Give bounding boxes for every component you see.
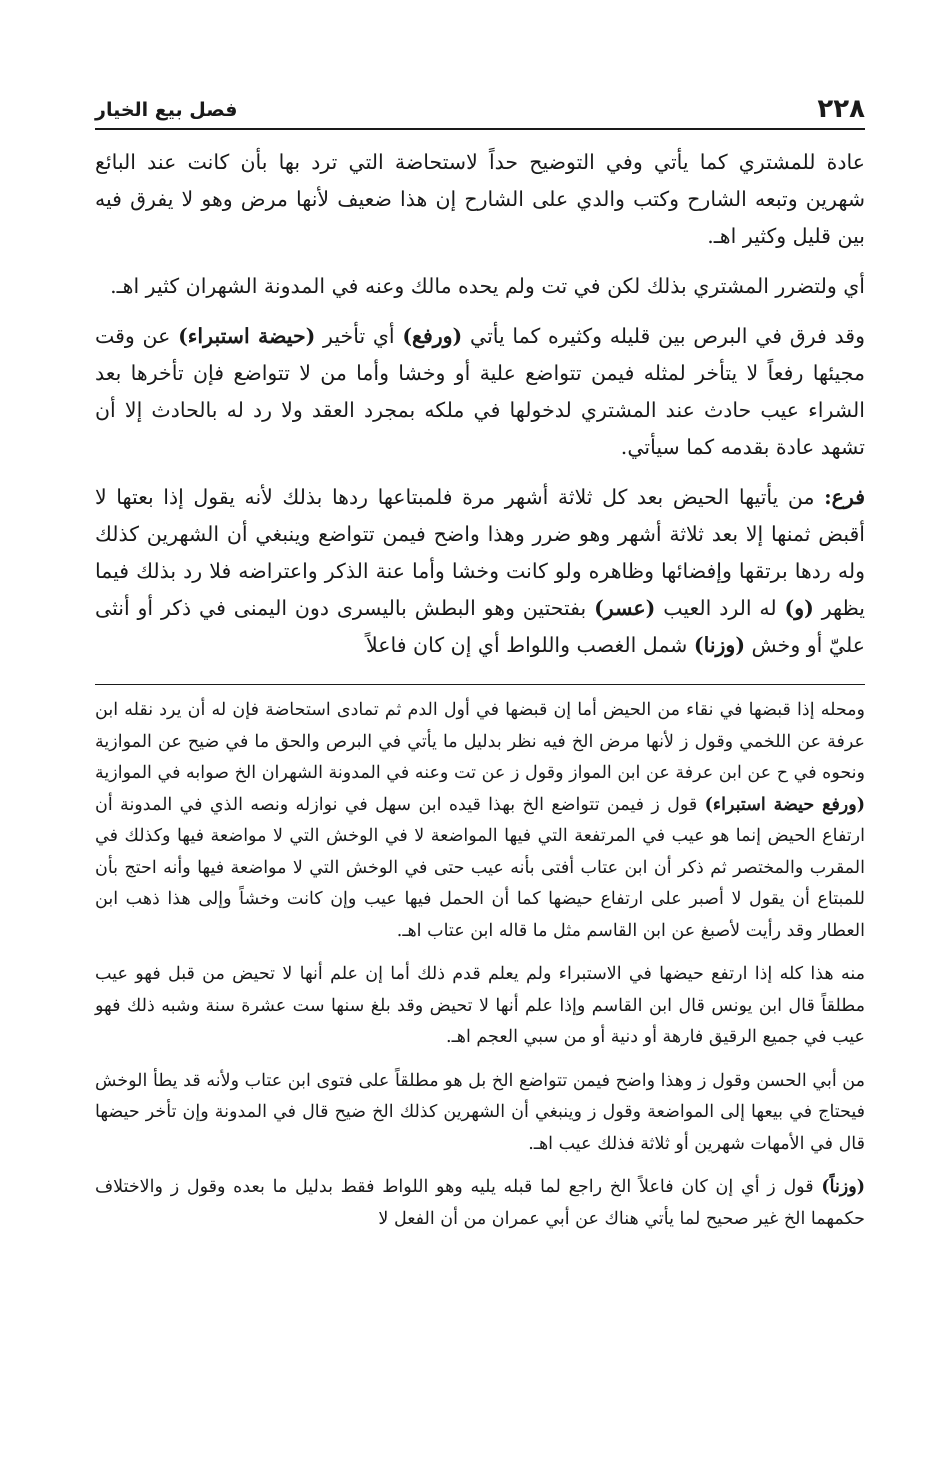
lemma-bold: (ورفع حيضة استبراء) xyxy=(704,794,865,815)
text-run: بفتحتين وهو البطش باليسرى دون اليمنى في ذكر أو أنثى عليّ أو وخش xyxy=(95,596,865,657)
text-run: قول ز فيمن تتواضع الخ بهذا قيده ابن سهل في نوازله ونصه الذي في المدونة أن ارتفاع الحيض إنما هو عيب في المرتفعة التي فيها المواضعة لا في الوخش التي لا مواضعة فيها وكذلك في المقرب والمختصر ثم ذكر أن ابن عتاب أفتى بأنه عيب حتى في الوخش التي لا مواضعة فيها وأنه احتج بأن للمبتاع أن يقول لا أصبر على ارتفاع حيضها كما أن الحمل فيها عيب وإن كانت وخشاً وإلى هذا ذهب ابن العطار وقد رأيت لأصبغ عن ابن القاسم مثل ما قاله ابن عتاب اهـ. xyxy=(95,794,865,941)
main-paragraph-2: أي ولتضرر المشتري بذلك لكن في تت ولم يحده مالك وعنه في المدونة الشهران كثير اهـ. xyxy=(110,274,865,298)
note-paragraph-4 xyxy=(95,1172,865,1235)
text-run: أي تأخير xyxy=(315,324,403,348)
note-paragraph-3: من أبي الحسن وقول ز وهذا واضح فيمن تتواضع الخ بل هو مطلقاً على فتوى ابن عتاب ولأنه قد يطأ الوخش فيحتاج في بيعها إلى المواضعة وقول ز وينبغي أن الشهرين كذلك الخ ضيح قال في المدونة وإن تأخر حيضها قال في الأمهات شهرين أو ثلاثة فذلك عيب اهـ. xyxy=(95,1070,865,1154)
main-text xyxy=(95,144,865,664)
book-page xyxy=(95,88,865,1458)
text-run: شمل الغصب واللواط أي إن كان فاعلاً xyxy=(366,633,694,657)
text-run: قول ز أي إن كان فاعلاً الخ راجع لما قبله يليه وهو اللواط فقط بدليل ما بعده وقول ز والاختلاف حكمهما الخ غير صحيح لما يأتي هناك عن أبي عمران من أن الفعل لا xyxy=(95,1177,865,1229)
main-paragraph-4 xyxy=(95,479,865,664)
note-paragraph-2: منه هذا كله إذا ارتفع حيضها في الاستبراء ولم يعلم قدم ذلك أما إن علم أنها لا تحيض من قبل فهو عيب مطلقاً قال ابن يونس قال ابن القاسم وإذا علم أنها لا تحيض وقد بلغ سنها ست عشرة سنة وشبه ذلك فهو عيب في جميع الرقيق فارهة أو دنية أو من سبي العجم اهـ. xyxy=(95,964,865,1047)
text-run: من يأتيها الحيض بعد كل ثلاثة أشهر مرة فلمبتاعها ردها بذلك لأنه يقول إذا بعتها لا أقبض ثمنها إلا بعد ثلاثة أشهر وهو ضرر وهذا واضح فيمن تتواضع وينبغي أن الشهرين كذلك وله ردها برتقها وإفضائها وظاهره ولو كانت وخشا وأما عنة الذكر واعتراضه فلا رد بذلك فيما يظهر xyxy=(95,485,865,620)
note-paragraph-1 xyxy=(95,695,865,947)
text-run: له الرد العيب xyxy=(655,596,785,620)
text-run: وقد فرق في البرص بين قليله وكثيره كما يأتي xyxy=(462,324,865,348)
main-paragraph-1: عادة للمشتري كما يأتي وفي التوضيح حداً لاستحاضة التي ترد بها بأن كانت عند البائع شهرين وتبعه الشارح وكتب والدي على الشارح إن هذا ضعيف لأنها مرض وهو لا يفرق فيه بين قليل وكثير اهـ. xyxy=(95,150,865,248)
lemma-bold: (وزنا) xyxy=(693,633,746,657)
commentary-notes xyxy=(95,695,865,1235)
page-number: ٢٢٨ xyxy=(817,94,865,124)
footnote-divider xyxy=(95,684,865,685)
chapter-title: فصل بيع الخيار xyxy=(95,99,238,121)
lemma-bold: (ورفع) xyxy=(402,324,463,348)
lemma-bold: (و) xyxy=(784,596,814,620)
lemma-bold: (وزناً) xyxy=(821,1177,865,1197)
lemma-bold: (عسر) xyxy=(594,596,656,620)
lemma-bold: (حيضة استبراء) xyxy=(178,324,316,348)
text-run: عن وقت مجيئها رفعاً لا يتأخر لمثله فيمن تتواضع علية أو وخشا وأما من لا تتواضع فإن تأخرها بعد الشراء عيب حادث عند المشتري لدخولها في ملكه بمجرد العقد ولا رد له بالحادث إلا أن تشهد عادة بقدمه كما سيأتي. xyxy=(95,324,865,459)
main-paragraph-3 xyxy=(95,318,865,466)
far-heading: فرع: xyxy=(824,485,865,509)
text-run: ومحله إذا قبضها في نقاء من الحيض أما إن قبضها في أول الدم ثم تمادى استحاضة فإن له أن يرد نقله ابن عرفة عن اللخمي وقول ز لأنها مرض الخ فيه نظر بدليل ما يأتي في البرص والحق ما في ضيح عن الموازية ونحوه في ح عن ابن عرفة عن ابن المواز وقول ز عن تت وعنه في المدونة الشهران الخ صوابه في الموازية xyxy=(95,700,865,783)
running-header xyxy=(95,88,865,130)
